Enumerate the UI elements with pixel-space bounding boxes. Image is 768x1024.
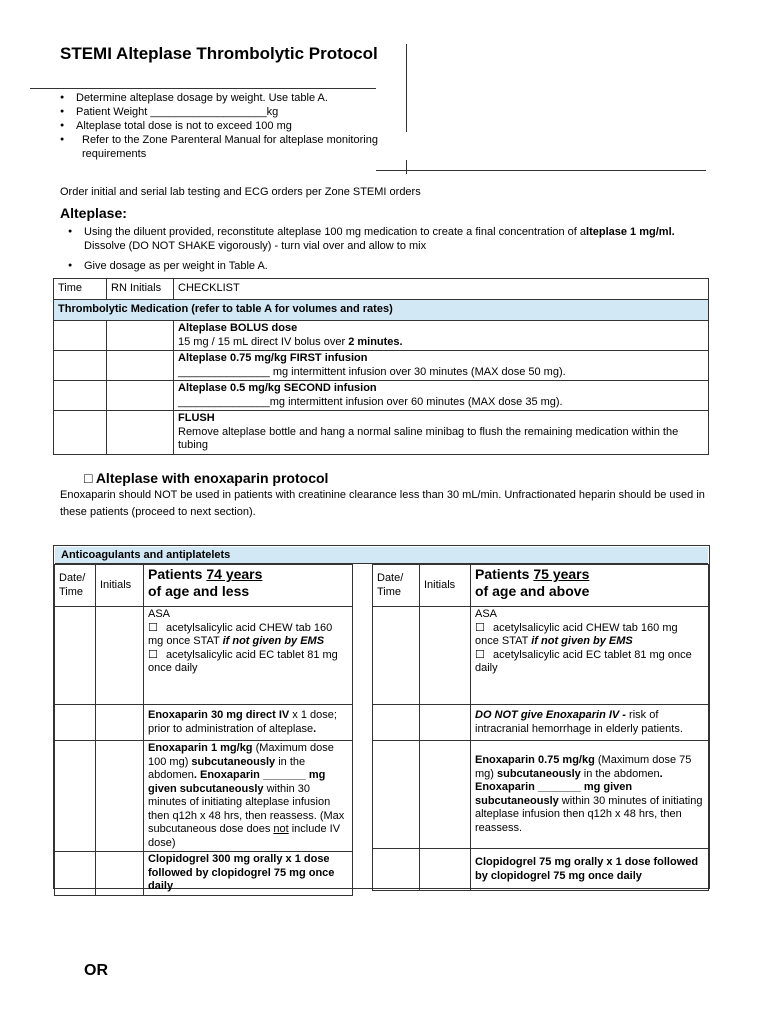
enox-sc-not: not [273, 823, 289, 835]
alteplase-heading: Alteplase: [60, 205, 127, 221]
checklist-cell [174, 351, 709, 381]
left-header-row [55, 565, 353, 607]
initials-cell[interactable] [96, 852, 144, 896]
left-asa-row [55, 607, 353, 705]
checklist-row-first-infusion [54, 351, 709, 381]
initials-cell[interactable] [96, 607, 144, 705]
time-cell[interactable] [54, 411, 107, 455]
row-title: Alteplase 0.75 mg/kg FIRST infusion [178, 352, 368, 364]
bullet-weight: ● Patient Weight ___________________kg [60, 105, 400, 119]
or-label: OR [84, 962, 108, 979]
reconstitute-text: Using the diluent provided, reconstitute alteplase 100 mg medication to create a final concentration of a [84, 226, 587, 238]
initials-cell[interactable] [420, 705, 471, 741]
right-enox-iv-cell [471, 705, 709, 741]
date-cell[interactable] [55, 705, 96, 741]
order-line: Order initial and serial lab testing and ECG orders per Zone STEMI orders [60, 186, 421, 198]
option-text: acetylsalicylic acid EC tablet 81 mg once daily [148, 648, 338, 674]
date-cell[interactable] [373, 607, 420, 705]
enox-sc-t2: in the abdomen [580, 767, 660, 780]
checklist-row-second-infusion [54, 381, 709, 411]
initials-cell[interactable] [96, 741, 144, 852]
anticoag-table-left [54, 564, 353, 896]
bullet-reconstitute [68, 225, 708, 253]
option-text: acetylsalicylic acid EC tablet 81 mg once daily [475, 648, 692, 674]
enox-sc-b2: subcutaneously [191, 755, 276, 768]
left-enox-iv-row [55, 705, 353, 741]
clopidogrel-text: Clopidogrel 75 mg orally x 1 dose followed by clopidogrel 75 mg once daily [475, 856, 699, 882]
initials-cell[interactable] [420, 849, 471, 891]
enox-sc-b1: Enoxaparin 1 mg/kg [148, 742, 253, 754]
page-title: STEMI Alteplase Thrombolytic Protocol [60, 44, 378, 63]
checklist-table [53, 278, 709, 455]
enox-iv-text: risk of intracranial hemorrhage in elderly patients. [475, 709, 683, 735]
dissolve-text: Dissolve (DO NOT SHAKE vigorously) - turn vial over and allow to mix [84, 240, 427, 252]
left-patients-heading [144, 565, 353, 607]
right-asa-row [373, 607, 709, 705]
enox-sc-t3: within 30 minutes of initiating alteplase infusion then q12h x 48 hrs, then reassess. (Max subcutaneous dose does [148, 782, 345, 835]
enox-sc-t1: (Maximum dose 100 mg) [148, 742, 334, 768]
right-clopidogrel-row [373, 849, 709, 891]
row-line: Remove alteplase bottle and hang a normal saline minibag to flush the remaining medication within the tubing [178, 425, 679, 451]
right-patients-heading [471, 565, 709, 607]
right-asa-option-chew[interactable] [475, 622, 704, 649]
date-cell[interactable] [373, 849, 420, 891]
enox-iv-bold: Enoxaparin 30 mg direct IV [148, 709, 290, 721]
right-asa-option-ec[interactable] [475, 649, 704, 676]
date-cell[interactable] [55, 607, 96, 705]
date-cell[interactable] [55, 741, 96, 852]
option-text: acetylsalicylic acid CHEW tab 160 mg once STAT [475, 621, 678, 647]
thrombolytic-band [54, 300, 709, 321]
left-asa-option-ec[interactable] [148, 649, 348, 676]
enox-sc-t4: include IV dose) [148, 823, 341, 849]
checkbox-icon[interactable]: ☐ [148, 648, 158, 661]
right-enox-sc-cell [471, 741, 709, 849]
alteplase-bullet-list [68, 225, 708, 279]
left-asa-option-chew[interactable] [148, 622, 348, 649]
right-asa-label: ASA [475, 608, 498, 620]
enox-sc-b3: . Enoxaparin _______ mg given subcutaneously [148, 769, 326, 795]
row-line-bold: 2 minutes. [348, 335, 403, 348]
bullet-dosage: ● Determine alteplase dosage by weight. Use table A. [60, 91, 400, 105]
horizontal-rule [376, 170, 706, 171]
bullet-max-dose: ● Alteplase total dose is not to exceed 100 mg [60, 119, 400, 133]
initials-cell[interactable] [107, 321, 174, 351]
bullet-monitoring: ● Refer to the Zone Parenteral Manual for alteplase monitoring requirements [60, 133, 400, 161]
right-enox-iv-row [373, 705, 709, 741]
date-cell[interactable] [373, 741, 420, 849]
left-head-prefix: Patients [148, 566, 207, 582]
checklist-row-bolus [54, 321, 709, 351]
initials-cell[interactable] [96, 705, 144, 741]
col-time: Time [54, 279, 107, 300]
left-enox-iv-cell [144, 705, 353, 741]
anticoag-table-right [372, 564, 709, 891]
bullet-give-dosage: ● Give dosage as per weight in Table A. [68, 259, 708, 273]
checklist-cell [174, 381, 709, 411]
enox-sc-t1: (Maximum dose 75 mg) [475, 754, 692, 780]
concentration-text: lteplase 1 mg/ml. [586, 226, 675, 238]
enox-sc-t3: within 30 minutes of initiating alteplase infusion then q12h x 48 hrs, then reassess. [475, 794, 703, 834]
col-initials: Initials [96, 565, 144, 607]
enox-sc-b2: subcutaneously [497, 767, 581, 780]
title-underline [30, 88, 376, 89]
date-cell[interactable] [55, 852, 96, 896]
enox-sc-b3: . Enoxaparin _______ mg given subcutaneously [475, 767, 663, 807]
col-checklist: CHECKLIST [174, 279, 709, 300]
option-note: if not given by EMS [531, 635, 633, 647]
option-text: acetylsalicylic acid CHEW tab 160 mg once STAT [148, 621, 333, 647]
intro-bullet-list [60, 91, 400, 161]
date-cell[interactable] [373, 705, 420, 741]
checklist-row-flush [54, 411, 709, 455]
left-enox-sc-cell [144, 741, 353, 852]
vertical-tick [406, 160, 407, 174]
left-clopidogrel-cell [144, 852, 353, 896]
left-asa-label: ASA [148, 608, 171, 620]
checklist-cell [174, 411, 709, 455]
col-date-time: Date/ Time [373, 565, 420, 607]
thrombolytic-band-label: Thrombolytic Medication (refer to table A for volumes and rates) [54, 300, 709, 321]
initials-cell[interactable] [107, 381, 174, 411]
enoxaparin-note: Enoxaparin should NOT be used in patients with creatinine clearance less than 30 mL/min. Unfractionated heparin should be used in these patients (proceed to next section). [60, 489, 705, 518]
left-asa-cell [144, 607, 353, 705]
initials-cell[interactable] [107, 411, 174, 455]
enox-iv-warning: DO NOT give Enoxaparin IV - [475, 709, 626, 721]
anticoag-band: Anticoagulants and antiplatelets [55, 547, 708, 564]
checklist-cell [174, 321, 709, 351]
option-note: if not given by EMS [222, 635, 325, 647]
row-line: _______________ mg intermittent infusion over 30 minutes (MAX dose 50 mg). [178, 365, 566, 378]
enoxaparin-protocol-heading[interactable]: □ Alteplase with enoxaparin protocol [84, 470, 329, 486]
time-cell[interactable] [54, 381, 107, 411]
initials-cell[interactable] [107, 351, 174, 381]
initials-cell[interactable] [420, 741, 471, 849]
clopidogrel-text: Clopidogrel 300 mg orally x 1 dose followed by clopidogrel 75 mg once daily [148, 853, 335, 892]
right-head-suffix: of age and above [475, 583, 590, 599]
enox-iv-text: x 1 dose; prior to administration of alteplase [148, 709, 337, 735]
enox-iv-end: . [313, 722, 317, 735]
row-title: Alteplase BOLUS dose [178, 322, 298, 334]
right-head-prefix: Patients [475, 566, 534, 582]
col-initials: Initials [420, 565, 471, 607]
col-date-time: Date/ Time [55, 565, 96, 607]
right-head-age: 75 years [533, 566, 590, 582]
left-head-age: 74 years [206, 566, 263, 582]
row-line: _______________mg intermittent infusion over 60 minutes (MAX dose 35 mg). [178, 395, 563, 408]
right-asa-cell [471, 607, 709, 705]
initials-cell[interactable] [420, 607, 471, 705]
col-rn-initials: RN Initials [107, 279, 174, 300]
left-clopidogrel-row [55, 852, 353, 896]
row-title: FLUSH [178, 412, 215, 424]
right-enox-sc-row [373, 741, 709, 849]
left-head-suffix: of age and less [148, 583, 250, 599]
checklist-header-row [54, 279, 709, 300]
row-line: 15 mg / 15 mL direct IV bolus over [178, 335, 349, 348]
enox-sc-b1: Enoxaparin 0.75 mg/kg [475, 754, 595, 766]
checkbox-icon[interactable]: ☐ [148, 621, 158, 634]
right-clopidogrel-cell [471, 849, 709, 891]
checkbox-icon[interactable]: ☐ [475, 648, 485, 661]
left-enox-sc-row [55, 741, 353, 852]
time-cell[interactable] [54, 321, 107, 351]
vertical-rule [406, 44, 407, 132]
checkbox-icon[interactable]: ☐ [475, 621, 485, 634]
time-cell[interactable] [54, 351, 107, 381]
row-title: Alteplase 0.5 mg/kg SECOND infusion [178, 382, 377, 394]
right-header-row [373, 565, 709, 607]
enox-sc-t2: in the abdomen [148, 755, 306, 781]
